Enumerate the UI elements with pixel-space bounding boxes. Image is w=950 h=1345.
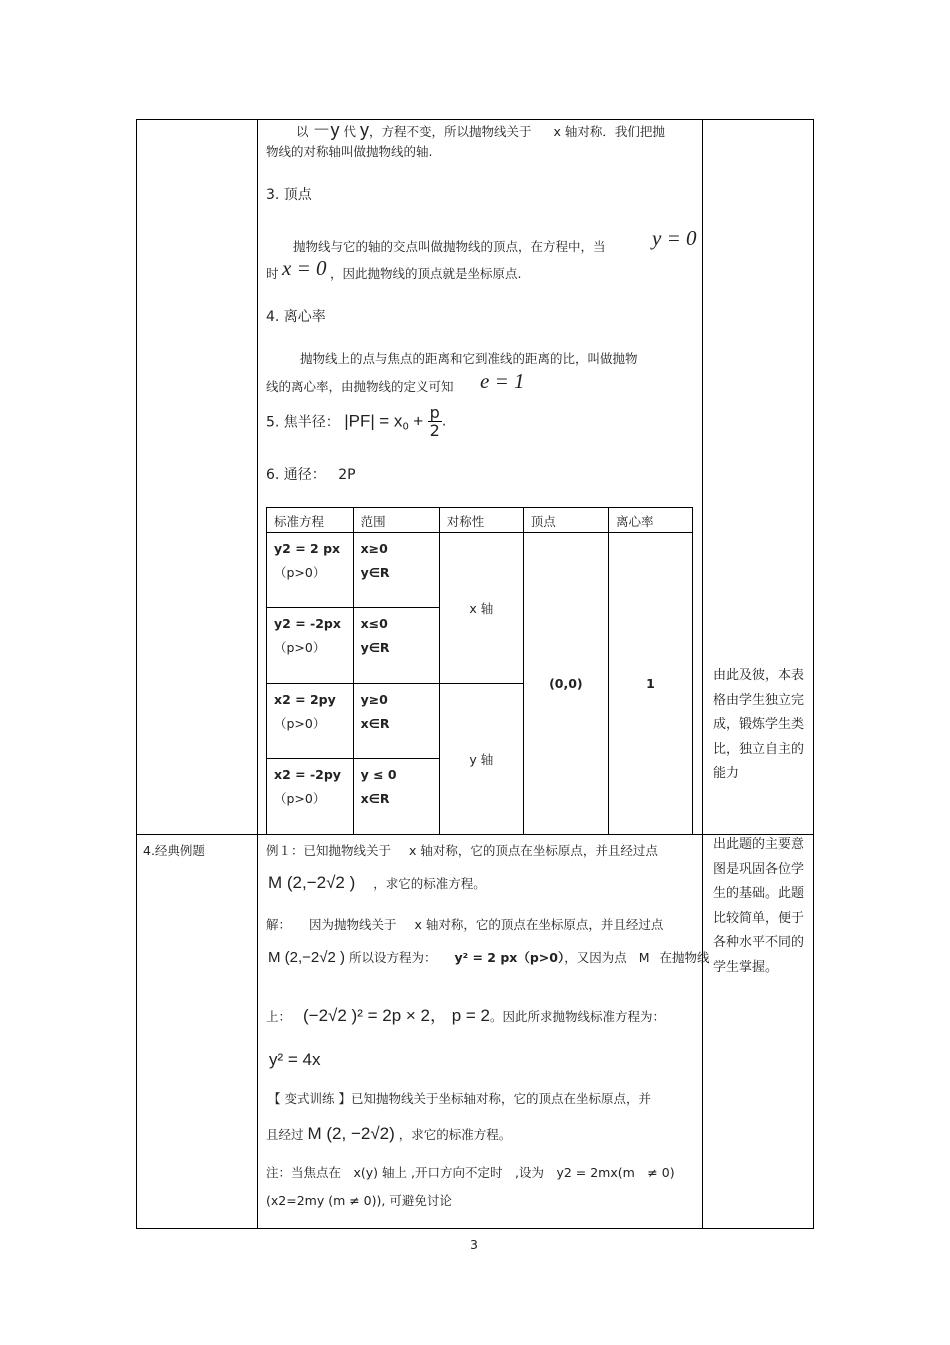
- cell-cond: （p>0）: [274, 716, 326, 731]
- text: 因为抛物线关于: [309, 917, 397, 932]
- text: 例１：已知抛物线关于: [266, 843, 392, 858]
- cell-eq: y2 = 2 px: [274, 541, 341, 556]
- cell-cond: （p>0）: [274, 565, 326, 580]
- text: 且经过: [266, 1127, 304, 1142]
- solution-line3: [266, 1001, 665, 1026]
- vertex-heading: 3. 顶点: [266, 187, 312, 203]
- frac-den: 2: [429, 421, 440, 440]
- math-point-m: M (2,−2√2 ): [268, 949, 346, 966]
- cell-cond: （p>0）: [274, 640, 326, 655]
- table-row: [267, 608, 354, 684]
- vertex-line1: 抛物线与它的轴的交点叫做抛物线的顶点，在方程中，当: [293, 239, 606, 254]
- math-equation: y² = 2 px（p>0）: [454, 950, 565, 965]
- page-number: 3: [470, 1237, 478, 1252]
- outer-left-border: [136, 119, 137, 1229]
- cell-range2: x∈R: [360, 791, 390, 806]
- cell-eq: x2 = 2py: [274, 692, 336, 707]
- eq-e-equals-1: e = 1: [480, 369, 525, 393]
- th-eccentricity: 离心率: [608, 508, 692, 533]
- focal-radius: [266, 404, 446, 439]
- text: ，求它的标准方程。: [373, 876, 486, 891]
- text: 轴对称，它的顶点在坐标原点，并且经过点: [420, 843, 658, 858]
- math-dot: .: [441, 413, 447, 430]
- cell-eq: x2 = -2py: [274, 767, 341, 782]
- math-calculation: (−2√2 )² = 2p × 2， p = 2: [303, 1006, 490, 1025]
- text: 上：: [266, 1009, 292, 1024]
- math-m: M: [638, 950, 650, 965]
- th-vertex: 顶点: [523, 508, 608, 533]
- cell-sym-x: x 轴: [439, 533, 523, 684]
- vertex-line2: ，因此抛物线的顶点就是坐标原点.: [330, 266, 522, 281]
- cell-range1: x≤0: [360, 616, 388, 631]
- cell-eccentricity: 1: [608, 533, 692, 835]
- col-divider-1: [257, 119, 258, 1229]
- cell-sym-y: y 轴: [439, 684, 523, 835]
- eccentricity-line2: 线的离心率，由抛物线的定义可知: [266, 379, 454, 394]
- text: 轴对称，它的顶点在坐标原点，并且经过点: [425, 917, 664, 932]
- math-point-m: M (2, −2√2): [307, 1124, 395, 1143]
- parabola-properties-table: [266, 507, 693, 835]
- cell-cond: （p>0）: [274, 791, 326, 806]
- cell-range1: y≥0: [360, 692, 388, 707]
- math-neg-y: －y: [312, 120, 340, 140]
- table-row: [353, 608, 439, 684]
- frac-num: p: [429, 403, 440, 422]
- cell-vertex: (0,0): [523, 533, 608, 835]
- cell-eq: y2 = -2px: [274, 616, 341, 631]
- eq-x-equals-0: x = 0: [282, 256, 327, 280]
- section-label: 4.经典例题: [143, 843, 205, 858]
- math-x: x: [414, 917, 422, 932]
- th-symmetry: 对称性: [439, 508, 523, 533]
- outer-right-border: [813, 119, 814, 1229]
- solution-answer: y² = 4x: [269, 1050, 321, 1069]
- table-row: [267, 684, 354, 759]
- teaching-note-table: 由此及彼，本表格由学生独立完成，锻炼学生类比，独立自主的能力: [713, 668, 805, 781]
- cell-range1: x≥0: [360, 541, 388, 556]
- text: 。因此所求抛物线标准方程为：: [490, 1009, 666, 1024]
- latus-value: 2P: [338, 467, 356, 483]
- solution-line1: [266, 915, 663, 933]
- text: 以: [296, 124, 309, 139]
- text: 在抛物线: [659, 950, 710, 965]
- cell-range2: y∈R: [360, 640, 390, 655]
- variant-line1: 【 变式训练 】已知抛物线关于坐标轴对称，它的顶点在坐标原点，并: [268, 1091, 651, 1106]
- eccentricity-line1: 抛物线上的点与焦点的距离和它到准线的距离的比，叫做抛物: [300, 351, 638, 366]
- focal-radius-label: 5. 焦半径：: [266, 414, 340, 431]
- cell-range2: y∈R: [360, 565, 390, 580]
- math-point-m: M (2,−2√2 ): [268, 873, 356, 892]
- variant-note2: (x2=2my (m ≠ 0)), 可避免讨论: [266, 1193, 452, 1208]
- fraction-p-over-2: [428, 404, 442, 439]
- table-row: [267, 533, 354, 608]
- example-line2: [268, 873, 486, 893]
- variant-note1: 注：当焦点在 x(y) 轴上 ,开口方向不定时 ,设为 y2 = 2mx(m ≠ 0): [266, 1165, 675, 1180]
- th-equation: 标准方程: [267, 508, 354, 533]
- latus-rectum: [266, 464, 356, 484]
- table-row: [353, 684, 439, 759]
- table-row: [267, 759, 354, 835]
- text: ，又因为点: [564, 950, 627, 965]
- text: 解：: [266, 917, 292, 932]
- text: 所以设方程为：: [349, 950, 437, 965]
- eccentricity-heading: 4. 离心率: [266, 309, 326, 325]
- example-line1: [266, 841, 658, 859]
- eq-y-equals-0: y = 0: [652, 226, 697, 250]
- math-sub: 0: [402, 421, 409, 433]
- variant-line2: [266, 1124, 511, 1144]
- math-x: x: [553, 124, 561, 139]
- table-row: [353, 533, 439, 608]
- outer-bottom-border: [136, 1228, 814, 1229]
- math-eq: = x: [379, 411, 403, 431]
- cell-range2: x∈R: [360, 716, 390, 731]
- symmetry-line2: 物线的对称轴叫做抛物线的轴.: [266, 144, 433, 159]
- teaching-note-example: 出此题的主要意图是巩固各位学生的基础。此题比较简单，便于各种水平不同的学生掌握。: [713, 837, 805, 975]
- vertex-shi: 时: [266, 266, 279, 281]
- symmetry-line1: [296, 116, 665, 142]
- latus-label: 6. 通径：: [266, 467, 326, 483]
- solution-line2: [268, 948, 710, 966]
- text: ，求它的标准方程。: [398, 1127, 512, 1142]
- table-row: [353, 759, 439, 835]
- cell-range1: y ≤ 0: [360, 767, 397, 782]
- math-x: x: [409, 843, 417, 858]
- math-plus: +: [413, 411, 424, 431]
- text: ，方程不变，所以抛物线关于: [368, 124, 532, 139]
- text: 代: [343, 124, 356, 139]
- text: 轴对称．我们把抛: [564, 124, 665, 139]
- th-range: 范围: [353, 508, 439, 533]
- math-y: y: [359, 120, 369, 140]
- col-divider-2: [702, 119, 703, 1229]
- math-pf: |PF|: [344, 411, 375, 431]
